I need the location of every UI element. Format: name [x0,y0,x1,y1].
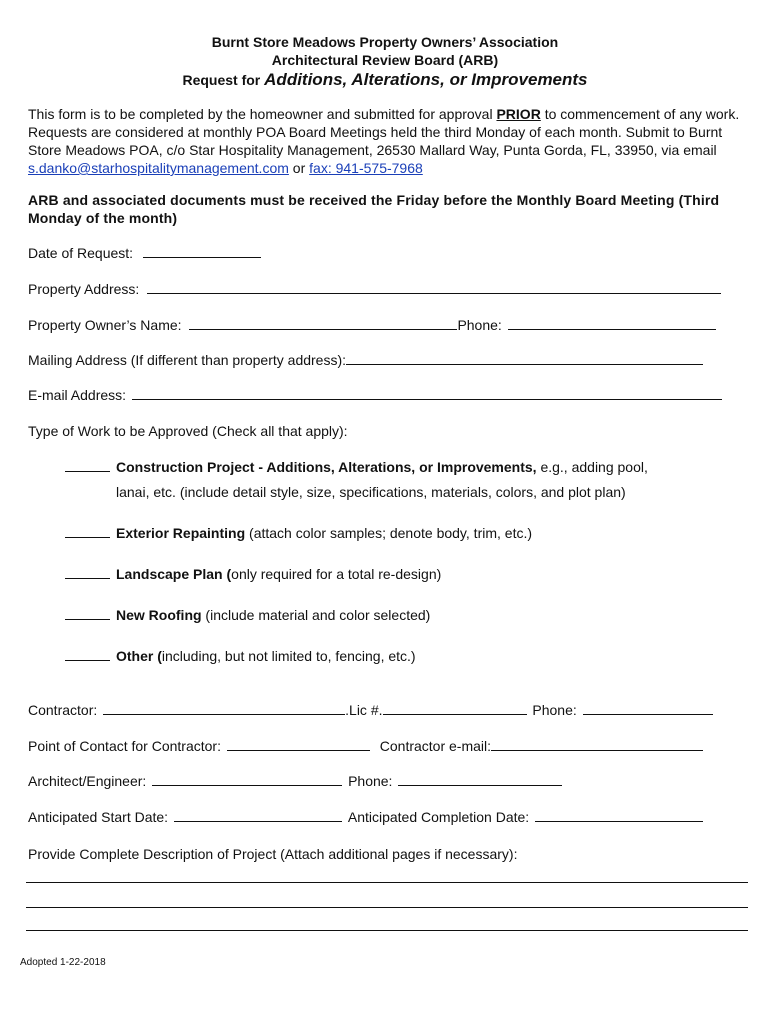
start-date-field[interactable] [174,808,342,822]
exterior-repainting-checkbox[interactable] [65,524,110,538]
start-date-label: Anticipated Start Date: [28,809,169,825]
email-address-field[interactable] [132,386,722,400]
org-title: Burnt Store Meadows Property Owners’ Association [211,34,559,50]
owner-phone-field[interactable] [508,316,716,330]
email-row [28,386,722,404]
property-address-row [28,280,721,298]
point-of-contact-label: Point of Contact for Contractor: [28,738,221,754]
exterior-repainting-title: Exterior Repainting [116,525,246,541]
property-address-label: Property Address: [28,281,140,297]
contractor-field[interactable] [103,701,345,715]
point-of-contact-row [28,737,703,755]
contractor-phone-label: Phone: [532,702,577,718]
request-title [0,70,770,90]
mailing-address-field[interactable] [346,351,703,365]
completion-date-field[interactable] [535,808,703,822]
description-line-2[interactable] [26,907,748,908]
email-link[interactable]: s.danko@starhospitalitymanagement.com [28,160,289,176]
intro-text-2: to commencement of any work. Requests are considered at monthly POA Board Meetings held the third Monday of each month. Submit to Burnt Store Meadows POA, c/o Star Hospitality Management, 26530 Mallard Way, Punta Gorda, FL, 33950, via email [28,106,740,158]
adopted-date: Adopted 1-22-2018 [20,957,106,968]
description-line-3[interactable] [26,930,748,931]
architect-label: Architect/Engineer: [28,773,147,789]
request-prefix: Request for [182,72,265,88]
board-title: Architectural Review Board (ARB) [271,52,499,68]
property-owner-row [28,316,716,334]
architect-phone-field[interactable] [398,772,562,786]
description-line-1[interactable] [26,882,748,883]
prior-emphasis: PRIOR [496,106,541,122]
work-type-new-roofing [65,606,430,624]
deadline-notice: ARB and associated documents must be received the Friday before the Monthly Board Meeting (Third Monday of the month) [28,192,720,226]
contractor-row [28,701,713,719]
contractor-email-label: Contractor e-mail: [379,738,492,754]
completion-date-label: Anticipated Completion Date: [347,809,530,825]
fax-link[interactable]: fax: 941-575-7968 [309,160,423,176]
date-of-request-row [28,244,261,262]
architect-field[interactable] [152,772,342,786]
property-owner-label: Property Owner’s Name: [28,317,182,333]
date-of-request-label: Date of Request: [28,245,134,261]
other-checkbox[interactable] [65,647,110,661]
work-type-other [65,647,416,665]
contractor-email-field[interactable] [491,737,703,751]
contractor-label: Contractor: [28,702,98,718]
intro-text-3: or [288,160,310,176]
dates-row [28,808,703,826]
email-address-label: E-mail Address: [28,387,127,403]
license-label: .Lic #. [345,702,383,718]
new-roofing-desc: (include material and color selected) [201,607,431,623]
intro-text-1: This form is to be completed by the homeowner and submitted for approval [28,106,497,122]
type-of-work-label: Type of Work to be Approved (Check all that apply): [28,423,348,439]
architect-row [28,772,562,790]
point-of-contact-field[interactable] [227,737,370,751]
other-desc: including, but not limited to, fencing, etc.) [161,648,416,664]
landscape-plan-title: Landscape Plan ( [116,566,232,582]
description-label: Provide Complete Description of Project (Attach additional pages if necessary): [28,846,518,862]
new-roofing-title: New Roofing [116,607,202,623]
landscape-plan-desc: only required for a total re-design) [231,566,442,582]
contractor-phone-field[interactable] [583,701,713,715]
work-type-construction [65,458,648,476]
intro-paragraph [28,105,748,177]
owner-phone-label: Phone: [457,317,502,333]
license-field[interactable] [383,701,527,715]
property-owner-field[interactable] [189,316,457,330]
mailing-address-label: Mailing Address (If different than property address): [28,352,347,368]
request-title-main: Additions, Alterations, or Improvements [264,70,588,89]
other-title: Other ( [116,648,162,664]
property-address-field[interactable] [147,280,721,294]
new-roofing-checkbox[interactable] [65,606,110,620]
construction-title: Construction Project - Additions, Alterations, or Improvements, [116,459,537,475]
construction-checkbox[interactable] [65,458,110,472]
construction-desc-line2: lanai, etc. (include detail style, size, specifications, materials, colors, and plot plan) [116,484,626,500]
construction-desc: e.g., adding pool, [536,459,648,475]
work-type-landscape-plan [65,565,441,583]
work-type-exterior-repainting [65,524,532,542]
landscape-plan-checkbox[interactable] [65,565,110,579]
exterior-repainting-desc: (attach color samples; denote body, trim, etc.) [245,525,533,541]
mailing-address-row [28,351,703,369]
architect-phone-label: Phone: [348,773,393,789]
date-of-request-field[interactable] [143,244,261,258]
